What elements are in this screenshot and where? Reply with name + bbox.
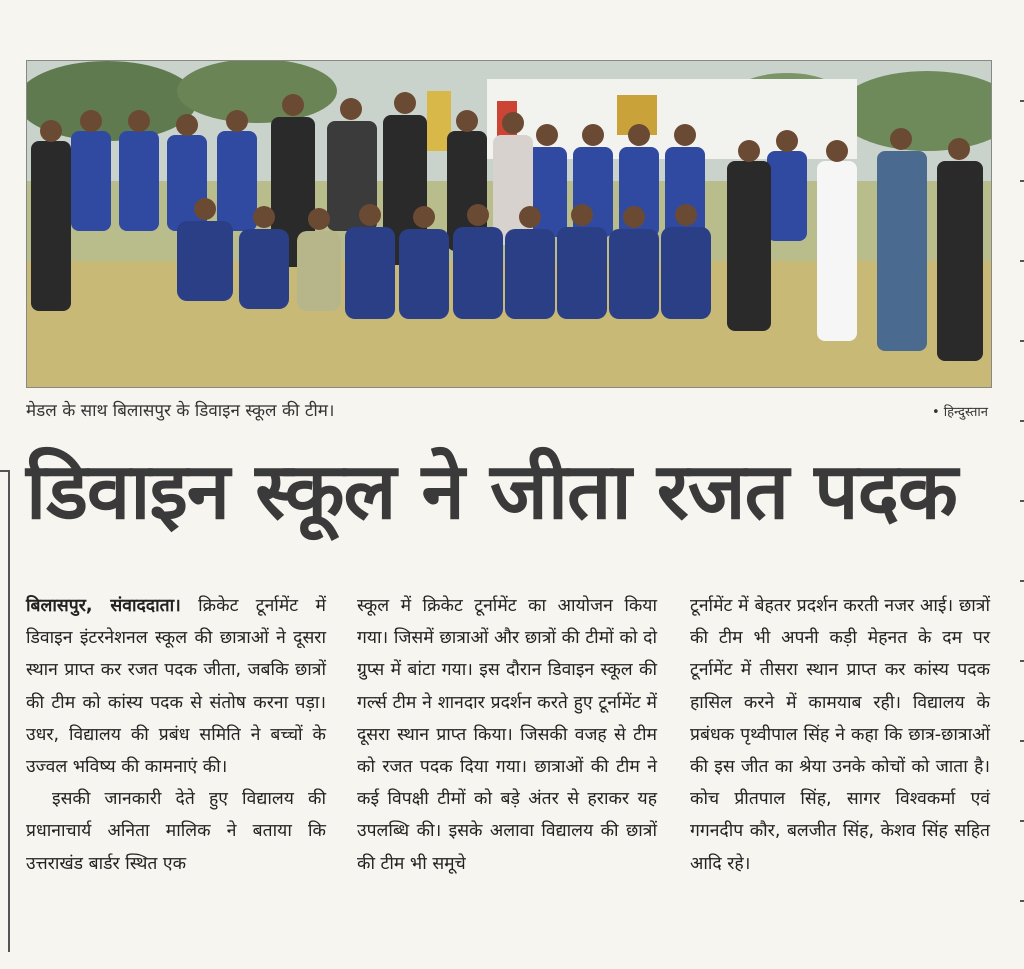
team-photo-illustration (27, 61, 991, 387)
article-column-1 (26, 590, 326, 880)
article-paragraph: टूर्नामेंट में बेहतर प्रदर्शन करती नजर आई। छात्रों की टीम भी अपनी कड़ी मेहनत के दम पर टूर्नामेंट में तीसरा स्थान प्राप्त कर कांस्य पदक हासिल करने में कामयाब रही। विद्यालय के प्रबंधक पृथ्वीपाल सिंह ने कहा कि छात्र-छात्राओं की इस जीत का श्रेया उनके कोचों को जाता है। कोच प्रीतपाल सिंह, सागर विश्वकर्मा एवं गगनदीप कौर, बलजीत सिंह, केशव सिंह सहित आदि रहे। (690, 596, 990, 874)
article-column-2 (357, 590, 657, 880)
article-paragraph: स्कूल में क्रिकेट टूर्नामेंट का आयोजन किया गया। जिसमें छात्राओं और छात्रों की टीमों को दो ग्रुप्स में बांटा गया। इस दौरान डिवाइन स्कूल की गर्ल्स टीम ने शानदार प्रदर्शन करते हुए टूर्नामेंट में दूसरा स्थान प्राप्त किया। जिसकी वजह से टीम को रजत पदक दिया गया। छात्राओं की टीम ने कई विपक्षी टीमों को बड़े अंतर से हराकर यह उपलब्धि की। इसके अलावा विद्यालय की छात्रों की टीम भी समूचे (357, 596, 657, 874)
article-headline: डिवाइन स्कूल ने जीता रजत पदक (26, 447, 957, 537)
photo-credit: • हिन्दुस्तान (931, 405, 988, 420)
team-photo (26, 60, 992, 388)
article-column-3 (690, 590, 990, 880)
article-paragraph: इसकी जानकारी देते हुए विद्यालय की प्रधानाचार्य अनिता मालिक ने बताया कि उत्तराखंड बार्डर स्थित एक (26, 789, 326, 874)
adjacent-article-border (0, 470, 10, 952)
article-text: क्रिकेट टूर्नामेंट में डिवाइन इंटरनेशनल स्कूल की छात्राओं ने दूसरा स्थान प्राप्त कर रजत पदक जीता, जबकि छात्रों की टीम को कांस्य पदक से संतोष करना पड़ा। उधर, विद्यालय की प्रबंध समिति ने बच्चों के उज्वल भविष्य की कामनाएं की। (26, 596, 326, 778)
article-paragraph (26, 590, 326, 783)
article-dateline: बिलासपुर, संवाददाता। (26, 596, 181, 616)
page-edge-marks (1020, 60, 1024, 960)
photo-caption: मेडल के साथ बिलासपुर के डिवाइन स्कूल की टीम। (26, 401, 335, 421)
